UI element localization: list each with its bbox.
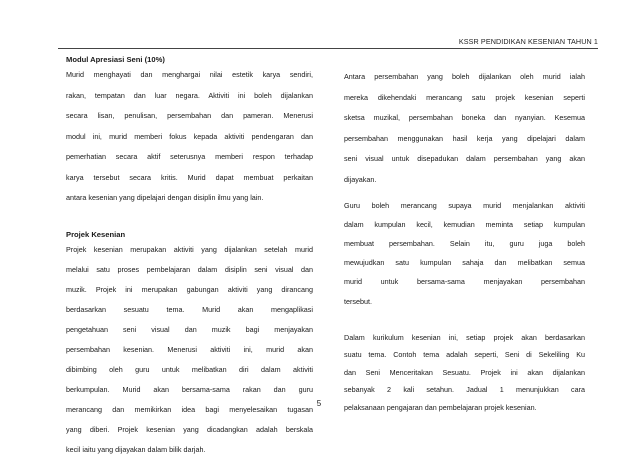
text-line: kecil iaitu yang dijayakan dalam bilik darjah.	[66, 445, 206, 455]
spacer	[344, 311, 585, 329]
text-line: persembahan menggunakan hasil kerja yang dipelajari dalam	[344, 133, 585, 143]
text-line: pemerhatian secara aktif seterusnya memberi respon terhadap	[66, 152, 313, 161]
running-header: KSSR PENDIDIKAN KESENIAN TAHUN 1	[458, 37, 598, 46]
text-line: persembahan kesenian. Menerusi aktiviti ini, murid akan	[66, 344, 313, 354]
text-line: mereka dikehendaki merancang satu projek kesenian seperti	[344, 92, 585, 102]
text-line: secara lisan, penulisan, persembahan dan pameran. Menerusi	[66, 111, 313, 120]
text-line: antara kesenian yang dipelajari dengan disiplin ilmu yang lain.	[66, 193, 264, 202]
text-line: yang diberi. Projek kesenian yang dicadangkan adalah berskala	[66, 425, 313, 435]
text-line: Dalam kurikulum kesenian ini, setiap projek akan berdasarkan	[344, 332, 585, 342]
text-line: pelaksanaan pengajaran dan pembelajaran projek kesenian.	[344, 402, 537, 412]
page-number: 5	[316, 399, 322, 408]
text-line: dibimbing oleh guru untuk melibatkan diri dalam aktiviti	[66, 365, 313, 375]
text-line: melalui satu proses pembelajaran dalam disiplin seni visual dan	[66, 264, 313, 274]
text-line: murid untuk bersama-sama menjayakan persembahan	[344, 277, 585, 287]
paragraph-projek	[66, 240, 313, 461]
text-line: mewujudkan satu kumpulan sahaja dan melibatkan semua	[344, 258, 585, 268]
text-line: sketsa muzikal, persembahan boneka dan nyanyian. Kesemua	[344, 113, 585, 123]
paragraph-guru	[344, 196, 585, 311]
text-line: dan Seni Menceritakan Sesuatu. Projek ini akan dijalankan	[344, 367, 585, 377]
text-line: pengetahuan seni visual dan muzik bagi menjayakan	[66, 324, 313, 334]
text-line: dalam kumpulan kecil, kemudian meminta setiap kumpulan	[344, 219, 585, 229]
text-line: Antara persembahan yang boleh dijalankan oleh murid ialah	[344, 72, 585, 81]
text-line: suatu tema. Contoh tema adalah seperti, Seni di Sekeliling Ku	[344, 350, 585, 360]
text-line: Murid menghayati dan menghargai nilai estetik karya sendiri,	[66, 70, 313, 79]
spacer	[66, 209, 313, 228]
text-line: berdasarkan sesuatu tema. Murid akan mengaplikasi	[66, 304, 313, 314]
text-line: muzik. Projek ini merupakan gabungan aktiviti yang dirancang	[66, 284, 313, 294]
text-line: modul ini, murid memberi fokus kepada aktiviti pendengaran dan	[66, 131, 313, 141]
text-line: karya tersebut secara kritis. Murid dapat membuat perkaitan	[66, 172, 313, 182]
text-line: dijayakan.	[344, 174, 377, 184]
text-line: Guru boleh merancang supaya murid menjalankan aktiviti	[344, 200, 585, 210]
text-line: merancang dan memikirkan idea bagi menyelesaikan tugasan	[66, 405, 313, 415]
text-line: tersebut.	[344, 296, 372, 306]
paragraph-persembahan	[344, 67, 585, 191]
header-divider	[58, 48, 598, 49]
right-column	[344, 67, 585, 416]
section-heading-projek: Projek Kesenian	[66, 229, 126, 239]
paragraph-apresiasi	[66, 65, 313, 209]
text-line: membuat persembahan. Selain itu, guru juga boleh	[344, 238, 585, 248]
text-line: seni visual untuk disepadukan dalam persembahan yang akan	[344, 154, 585, 164]
text-line: rakan, tempatan dan luar negara. Aktiviti ini boleh dijalankan	[66, 90, 313, 100]
text-line: berkumpulan. Murid akan bersama-sama rakan dan guru	[66, 385, 313, 395]
section-heading-apresiasi: Modul Apresiasi Seni (10%)	[66, 55, 165, 64]
text-line: sebanyak 2 kali setahun. Jadual 1 menunjukkan cara	[344, 385, 585, 395]
text-line: Projek kesenian merupakan aktiviti yang dijalankan setelah murid	[66, 244, 313, 254]
